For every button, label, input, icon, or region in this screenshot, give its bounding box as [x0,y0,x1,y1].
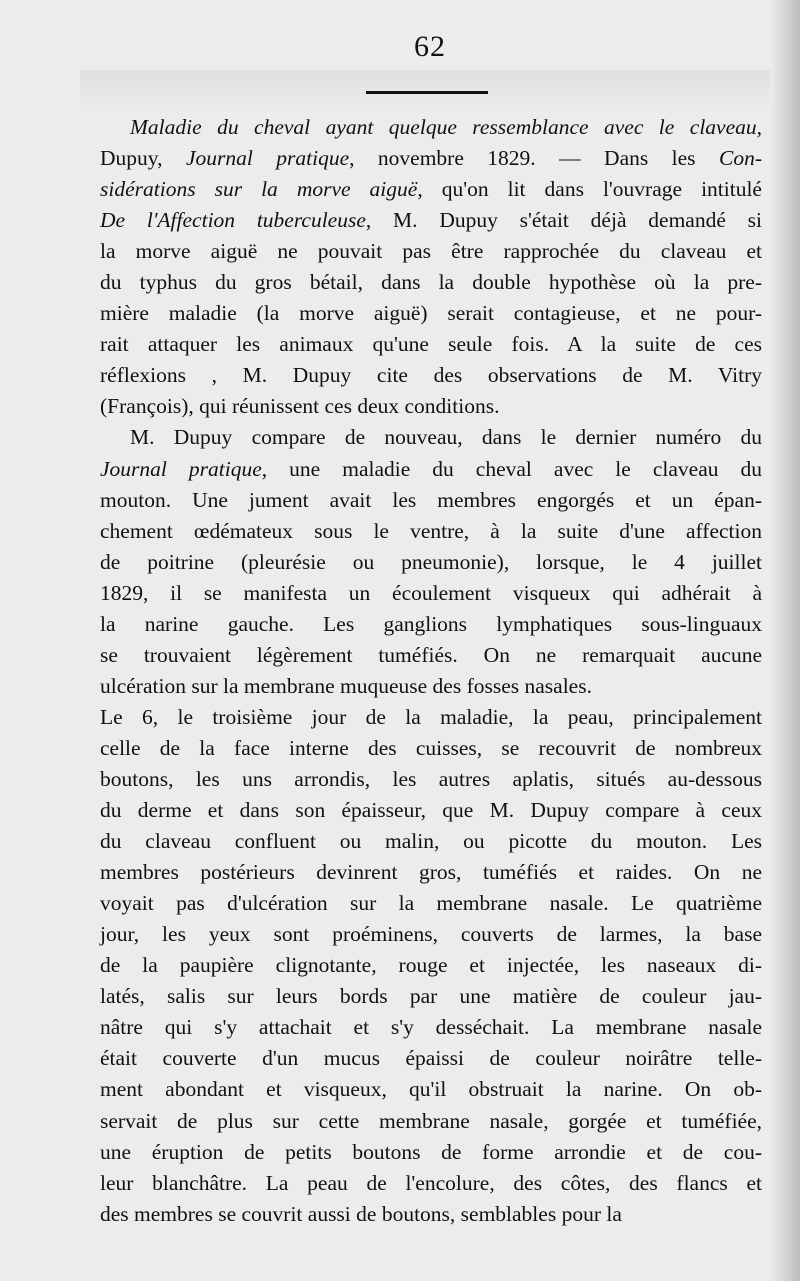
text-run: était couverte d'un mucus épaissi de couleur noirâtre telle- [100,1046,762,1071]
text-line [100,826,762,857]
text-line [100,267,762,298]
text-run: du claveau confluent ou malin, ou picotte du mouton. Les [100,829,762,854]
text-line [100,640,762,671]
text-run: de la paupière clignotante, rouge et injectée, les naseaux di- [100,953,762,978]
text-run: , qu'on lit dans l'ouvrage intitulé [417,177,762,202]
text-line [100,671,762,702]
text-run: latés, salis sur leurs bords par une matière de couleur jau- [100,984,762,1009]
text-run: Dupuy, [100,146,186,171]
text-run: ulcération sur la membrane muqueuse des fosses nasales. [100,673,592,698]
text-line [100,112,762,143]
text-line [100,298,762,329]
text-line [100,485,762,516]
text-run: voyait pas d'ulcération sur la membrane nasale. Le quatrième [100,891,762,916]
text-line [100,950,762,981]
text-run: 1829, il se manifesta un écoulement visqueux qui adhérait à [100,580,762,605]
header-rule [366,91,488,94]
text-run: ment abondant et visqueux, qu'il obstruait la narine. On ob- [100,1077,762,1102]
text-run: la narine gauche. Les ganglions lymphatiques sous-linguaux [100,611,762,636]
text-line [100,143,762,174]
italic-text-run: Maladie du cheval ayant quelque ressemblance avec le claveau, [130,115,762,139]
text-run: des membres se couvrit aussi de boutons, semblables pour la [100,1201,622,1226]
text-run: du derme et dans son épaisseur, que M. Dupuy compare à ceux [100,798,762,823]
text-line [100,609,762,640]
text-run: Le 6, le troisième jour de la maladie, la peau, principalement [100,704,762,729]
text-line [100,1043,762,1074]
italic-text-run: Journal pratique [100,456,262,481]
text-line [100,174,762,205]
text-line [100,795,762,826]
text-run: de poitrine (pleurésie ou pneumonie), lorsque, le 4 juillet [100,549,762,574]
text-run: celle de la face interne des cuisses, se recouvrit de nombreux [100,735,762,760]
text-line [100,360,762,391]
text-line [100,1074,762,1105]
show-through-shadow [80,70,770,110]
text-run: leur blanchâtre. La peau de l'encolure, des côtes, des flancs et [100,1170,762,1195]
text-line [100,454,762,485]
text-run: mière maladie (la morve aiguë) serait contagieuse, et ne pour- [100,301,762,326]
text-line [100,1012,762,1043]
text-line [100,236,762,267]
text-run: se trouvaient légèrement tuméfiés. On ne remarquait aucune [100,642,762,667]
text-run: nâtre qui s'y attachait et s'y desséchait. La membrane nasale [100,1015,762,1040]
text-line [100,1106,762,1137]
text-run: une éruption de petits boutons de forme arrondie et de cou- [100,1139,762,1164]
text-run: réflexions , M. Dupuy cite des observations de M. Vitry [100,363,762,388]
text-run: du typhus du gros bétail, dans la double hypothèse où la pre- [100,270,762,295]
text-line [100,764,762,795]
text-line [100,888,762,919]
italic-text-run: sidérations sur la morve aiguë [100,177,418,202]
text-line [100,1199,762,1230]
text-line [100,422,762,453]
text-line [100,329,762,360]
text-line [100,391,762,422]
italic-text-run: De l'Affection tuberculeuse [100,208,366,233]
text-line [100,919,762,950]
text-run: , novembre 1829. — Dans les [349,146,719,171]
text-run: chement œdémateux sous le ventre, à la suite d'une affection [100,518,762,543]
text-run: (François), qui réunissent ces deux conditions. [100,394,500,419]
text-line [100,981,762,1012]
text-run: , une maladie du cheval avec le claveau du [261,456,762,481]
text-line [100,547,762,578]
text-line [100,857,762,888]
text-line [100,702,762,733]
text-run: boutons, les uns arrondis, les autres aplatis, situés au-dessous [100,766,762,791]
text-run: M. Dupuy compare de nouveau, dans le dernier numéro du [130,425,762,450]
text-run: membres postérieurs devinrent gros, tuméfiés et raides. On ne [100,860,762,885]
page-edge-shadow [770,0,800,1281]
text-run: jour, les yeux sont proéminens, couverts de larmes, la base [100,922,762,947]
italic-text-run: Con- [718,146,762,171]
text-run: servait de plus sur cette membrane nasale, gorgée et tuméfiée, [100,1108,762,1133]
text-line [100,578,762,609]
text-line [100,1137,762,1168]
text-line [100,205,762,236]
text-line [100,1168,762,1199]
page-number: 62 [414,30,446,63]
text-run: mouton. Une jument avait les membres engorgés et un épan- [100,487,762,512]
italic-text-run: Journal pratique [185,146,350,171]
text-line [100,516,762,547]
text-run: , M. Dupuy s'était déjà demandé si [365,208,763,233]
text-run: la morve aiguë ne pouvait pas être rapprochée du claveau et [100,239,762,264]
body-text [100,112,762,1230]
text-line [100,733,762,764]
text-run: rait attaquer les animaux qu'une seule fois. A la suite de ces [100,332,762,357]
